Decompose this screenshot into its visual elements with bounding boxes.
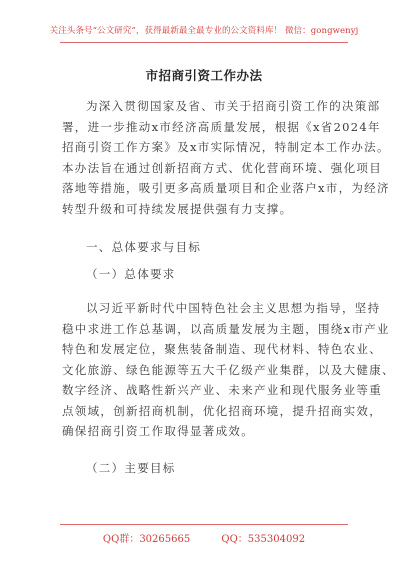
header-banner: 关注头条号“公文研究”，获得最新最全最专业的公文资料库！ 微信：gongwenyj [49,26,359,36]
document-title: 市招商引资工作办法 [145,68,263,83]
paragraph-line: 落地等措施，吸引更多高质量项目和企业落户x市，为经济 [62,181,390,195]
paragraph-line: 点领域，创新招商机制，优化招商环境，提升招商实效， [62,403,382,418]
paragraph-line: 特色和发展定位，聚焦装备制造、现代材料、特色农业、 [62,342,382,356]
paragraph-line: 数字经济、战略性新兴产业、未来产业和现代服务业等重 [62,383,382,397]
footer-contact [0,530,408,545]
footer-divider [60,524,348,525]
paragraph-line: 以习近平新时代中国特色社会主义思想为指导，坚持 [86,301,381,315]
paragraph-line: 为深入贯彻国家及省、市关于招商引资工作的决策部 [86,99,381,113]
paragraph-line: 招商引资工作方案》及x市实际情况，特制定本工作办法。 [62,140,390,154]
intro-paragraph [62,96,390,219]
paragraph-line: 确保招商引资工作取得显著成效。 [62,424,254,438]
paragraph-line: 署，进一步推动x市经济高质量发展，根据《x省2024年 [62,119,381,134]
section-heading: 一、总体要求与目标 [86,240,202,254]
paragraph-line: 本办法旨在通过创新招商方式、优化营商环境、强化项目 [62,160,382,175]
paragraph-line: 稳中求进工作总基调，以高质量发展为主题，围绕x市产业 [62,321,390,336]
subsection-heading: （二）主要目标 [86,461,176,475]
requirements-paragraph [62,298,395,442]
paragraph-line: 文化旅游、绿色能源等五大千亿级产业集群，以及大健康、 [62,362,395,377]
qq-text: QQ：535304092 [221,534,306,545]
qq-group-text: QQ群：30265665 [102,534,191,545]
paragraph-line: 转型升级和可持续发展提供强有力支撑。 [62,201,293,216]
header-divider [60,42,348,43]
subsection-heading: （一）总体要求 [86,267,176,281]
